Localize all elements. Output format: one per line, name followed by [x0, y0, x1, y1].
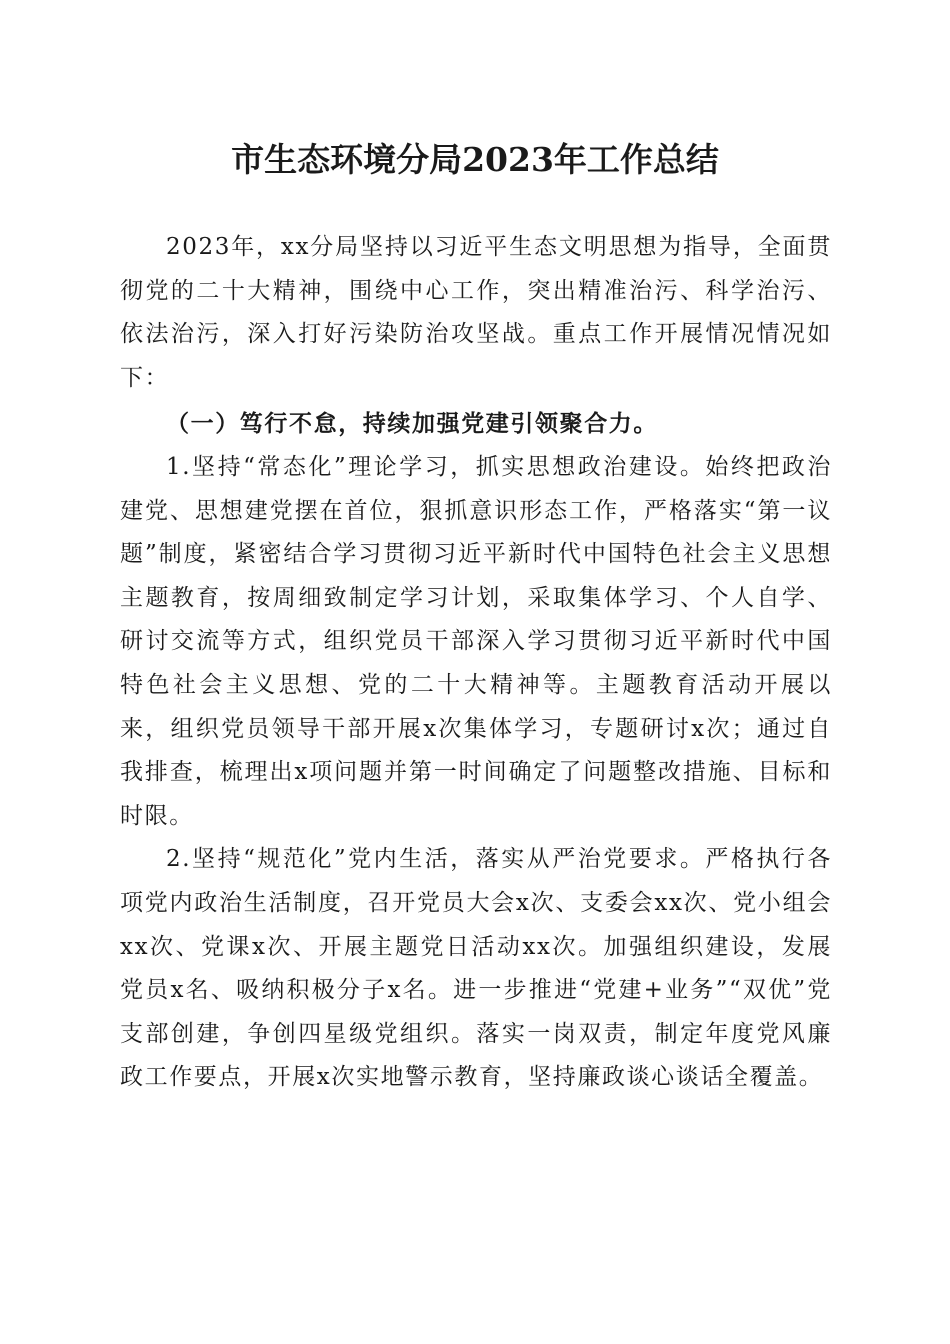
body-paragraph: 1.坚持“常态化”理论学习，抓实思想政治建设。始终把政治建党、思想建党摆在首位，狠抓意识形态工作，严格落实“第一议题”制度，紧密结合学习贯彻习近平新时代中国特色社会主义思想主题教育，按周细致制定学习计划，采取集体学习、个人自学、研讨交流等方式，组织党员干部深入学习贯彻习近平新时代中国特色社会主义思想、党的二十大精神等。主题教育活动开展以来，组织党员领导干部开展x次集体学习，专题研讨x次；通过自我排查，梳理出x项问题并第一时间确定了问题整改措施、目标和时限。 [120, 453, 832, 829]
section-heading: （一）笃行不怠，持续加强党建引领聚合力。 [166, 410, 658, 438]
document-title: 市生态环境分局2023年工作总结 [231, 140, 719, 179]
body-paragraph: 2.坚持“规范化”党内生活，落实从严治党要求。严格执行各项党内政治生活制度，召开党员大会x次、支委会xx次、党小组会xx次、党课x次、开展主题党日活动xx次。加强组织建设，发展党员x名、吸纳积极分子x名。进一步推进“党建+业务”“双优”党支部创建，争创四星级党组织。落实一岗双责，制定年度党风廉政工作要点，开展x次实地警示教育，坚持廉政谈心谈话全覆盖。 [120, 846, 832, 1091]
intro-paragraph: 2023年，xx分局坚持以习近平生态文明思想为指导，全面贯彻党的二十大精神，围绕中心工作，突出精准治污、科学治污、依法治污，深入打好污染防治攻坚战。重点工作开展情况情况如下： [120, 234, 832, 391]
document-body [120, 226, 832, 1100]
